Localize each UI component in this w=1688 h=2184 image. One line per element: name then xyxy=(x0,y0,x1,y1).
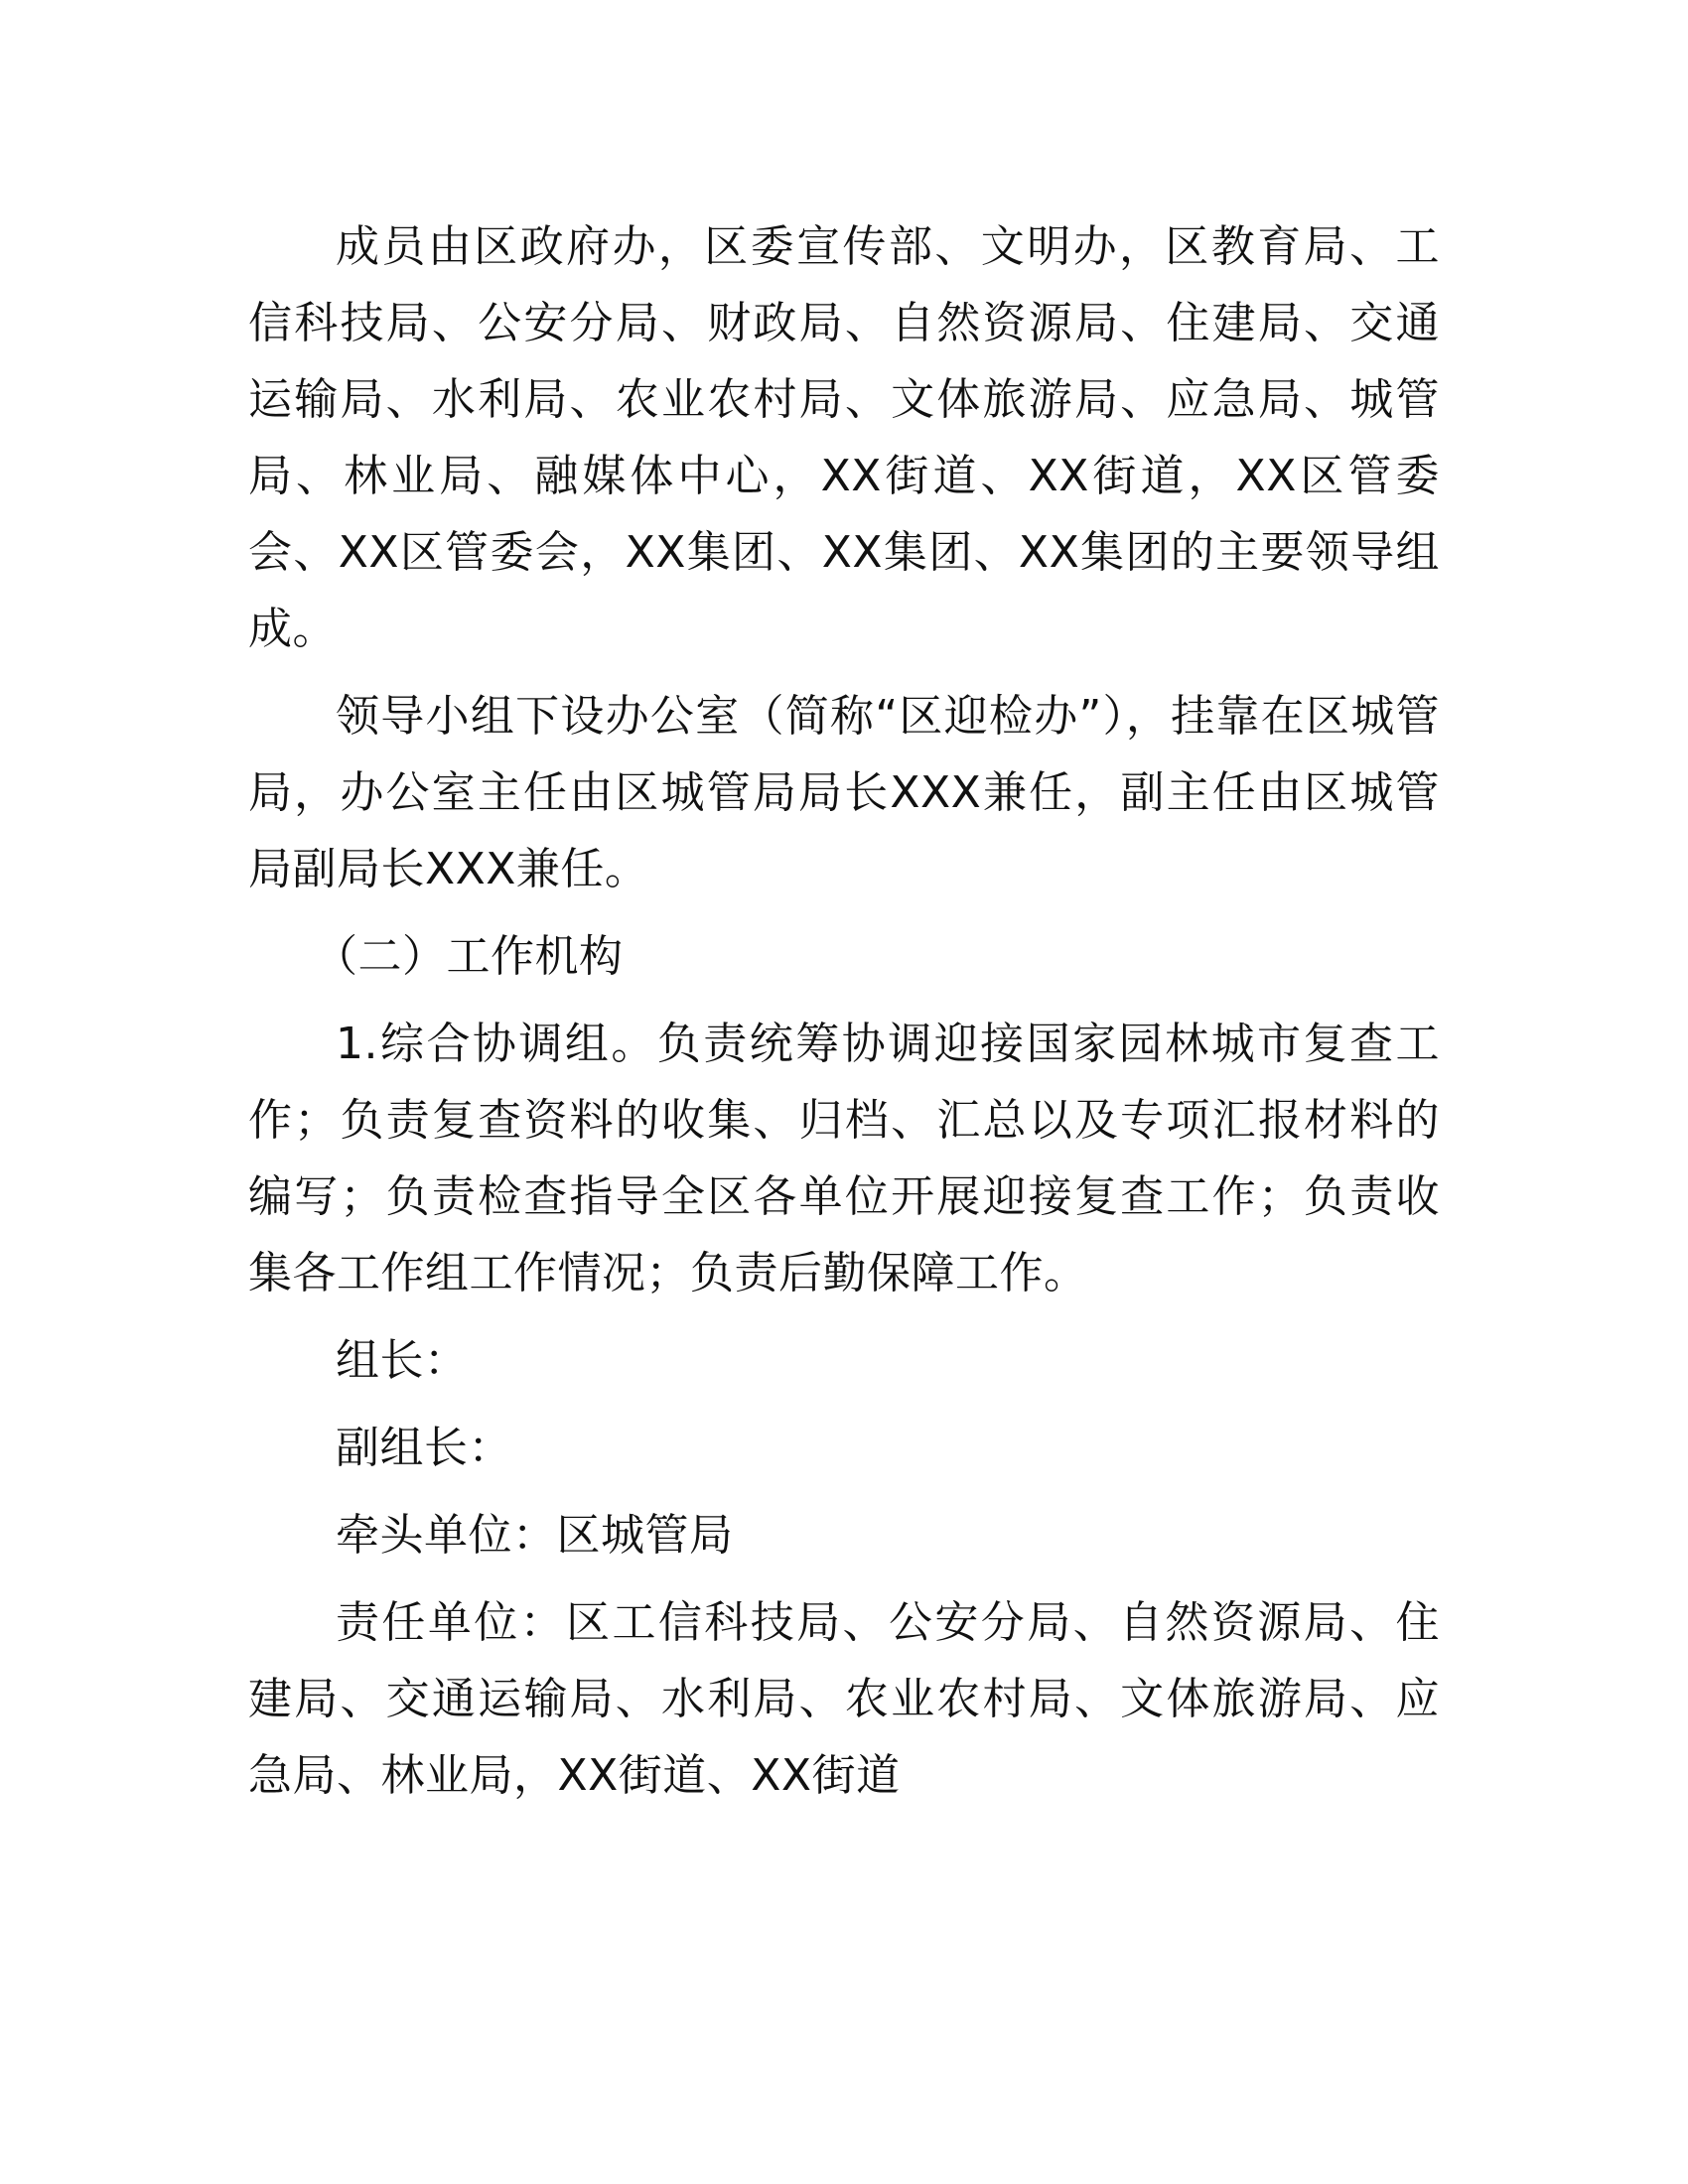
section-heading: （二）工作机构 xyxy=(314,931,624,982)
group1-duties-paragraph: 1.综合协调组。负责统筹协调迎接国家园林城市复查工作；负责复查资料的收集、归档、汇总以及专项汇报材料的编写；负责检查指导全区各单位开展迎接复查工作；负责收集各工作组工作情况；负责后勤保障工作。 xyxy=(248,1019,1440,1298)
responsible-units-paragraph: 责任单位：区工信科技局、公安分局、自然资源局、住建局、交通运输局、水利局、农业农村局、文体旅游局、应急局、林业局，XX街道、XX街道 xyxy=(248,1597,1440,1801)
group-leader-line: 组长： xyxy=(336,1335,469,1386)
office-paragraph: 领导小组下设办公室（简称“区迎检办”），挂靠在区城管局，办公室主任由区城管局局长XXX兼任，副主任由区城管局副局长XXX兼任。 xyxy=(248,691,1440,894)
document-body xyxy=(248,208,1440,1814)
lead-unit-line: 牵头单位：区城管局 xyxy=(336,1510,734,1561)
members-paragraph: 成员由区政府办，区委宣传部、文明办，区教育局、工信科技局、公安分局、财政局、自然资源局、住建局、交通运输局、水利局、农业农村局、文体旅游局、应急局、城管局、林业局、融媒体中心，XX街道、XX街道，XX区管委会、XX区管委会，XX集团、XX集团、XX集团的主要领导组成。 xyxy=(248,221,1440,654)
deputy-leader-line: 副组长： xyxy=(336,1423,512,1473)
